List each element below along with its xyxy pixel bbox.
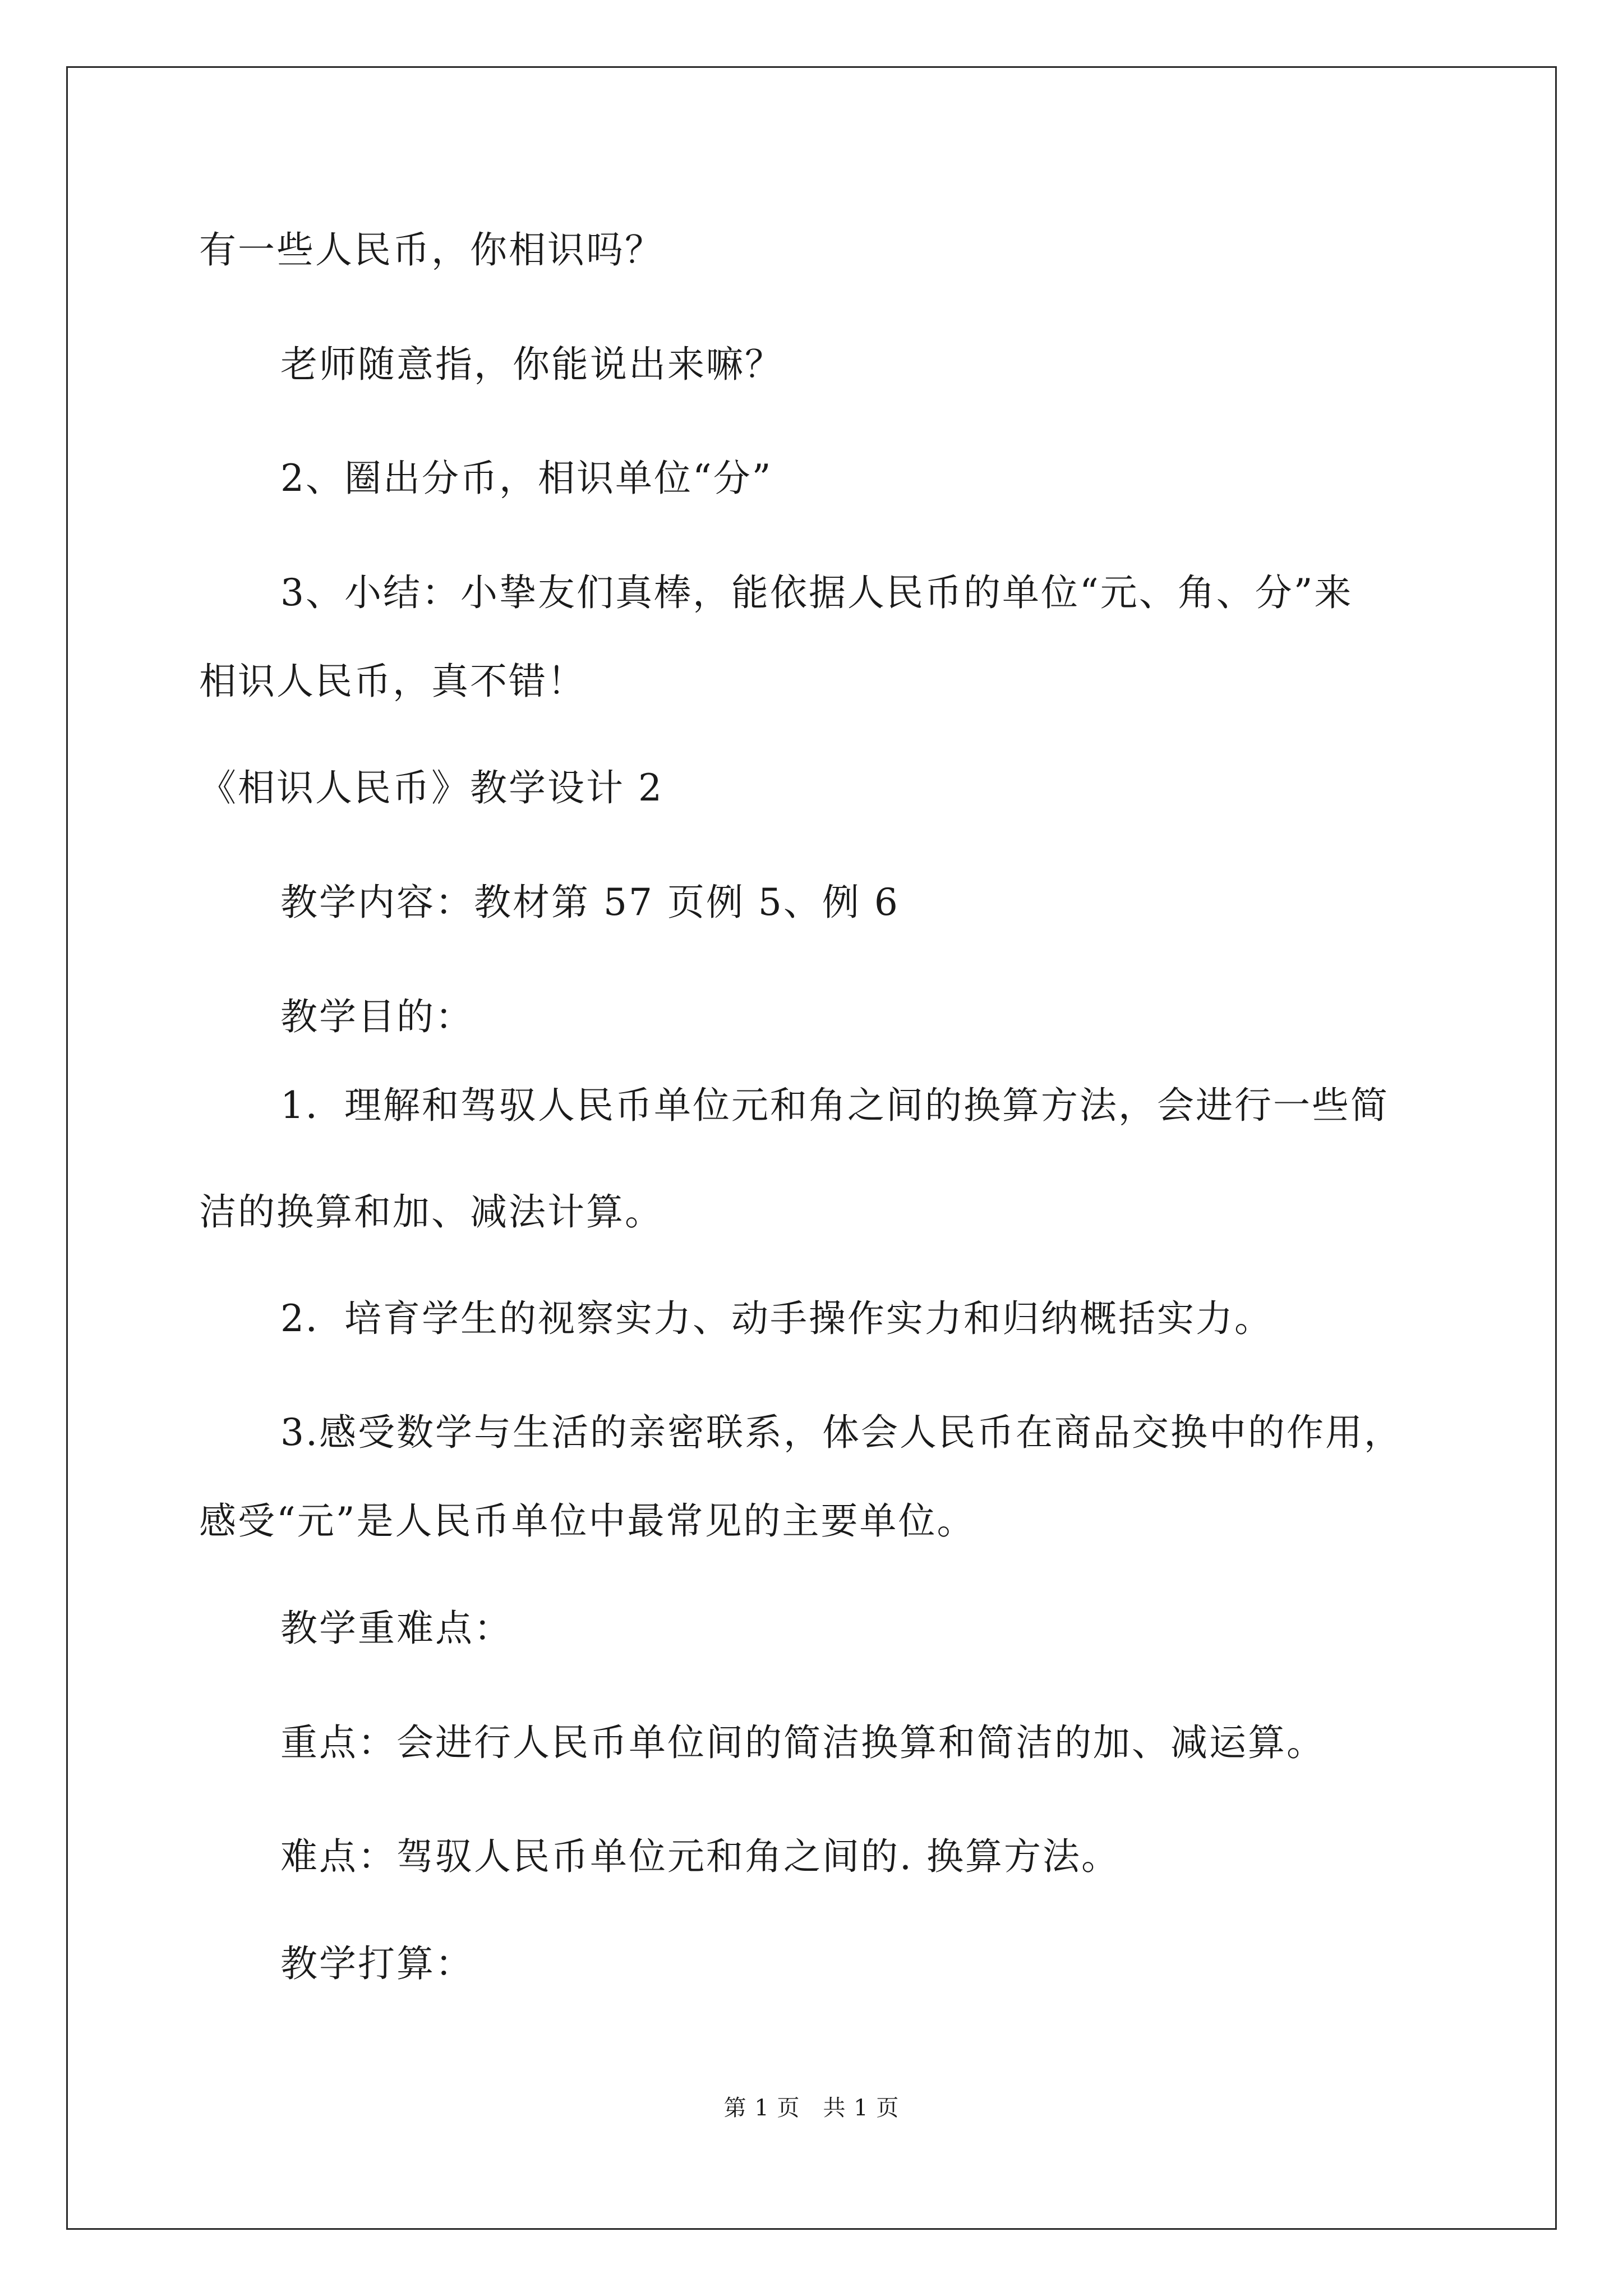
body-line-4: 3、小结：小挚友们真棒，能依据人民币的单位“元、角、分”来 (280, 571, 1353, 614)
body-line-8: 教学目的： (280, 995, 474, 1038)
body-line-3: 2、圈出分币，相识单位“分” (280, 457, 773, 500)
page-border (66, 66, 1557, 2230)
body-line-1: 有一些人民币，你相识吗？ (199, 228, 663, 272)
body-line-13: 感受“元”是人民币单位中最常见的主要单位。 (199, 1499, 976, 1543)
page-footer: 第 1 页 共 1 页 (723, 2095, 900, 2121)
body-line-15: 重点：会进行人民币单位间的简洁换算和简洁的加、减运算。 (280, 1721, 1325, 1764)
body-line-16: 难点：驾驭人民币单位元和角之间的. 换算方法。 (280, 1835, 1120, 1878)
body-line-7: 教学内容：教材第 57 页例 5、例 6 (280, 881, 900, 924)
body-line-11: 2．培育学生的视察实力、动手操作实力和归纳概括实力。 (280, 1297, 1273, 1340)
body-line-2: 老师随意指，你能说出来嘛？ (280, 343, 783, 386)
body-line-9: 1．理解和驾驭人民币单位元和角之间的换算方法，会进行一些简 (280, 1084, 1389, 1127)
body-line-17: 教学打算： (280, 1942, 474, 1985)
body-line-10: 洁的换算和加、减法计算。 (199, 1190, 663, 1234)
section-heading: 《相识人民币》教学设计 2 (199, 766, 663, 809)
body-line-12: 3.感受数学与生活的亲密联系，体会人民币在商品交换中的作用， (280, 1411, 1403, 1454)
body-line-14: 教学重难点： (280, 1607, 513, 1650)
body-line-5: 相识人民币，真不错！ (199, 660, 586, 703)
